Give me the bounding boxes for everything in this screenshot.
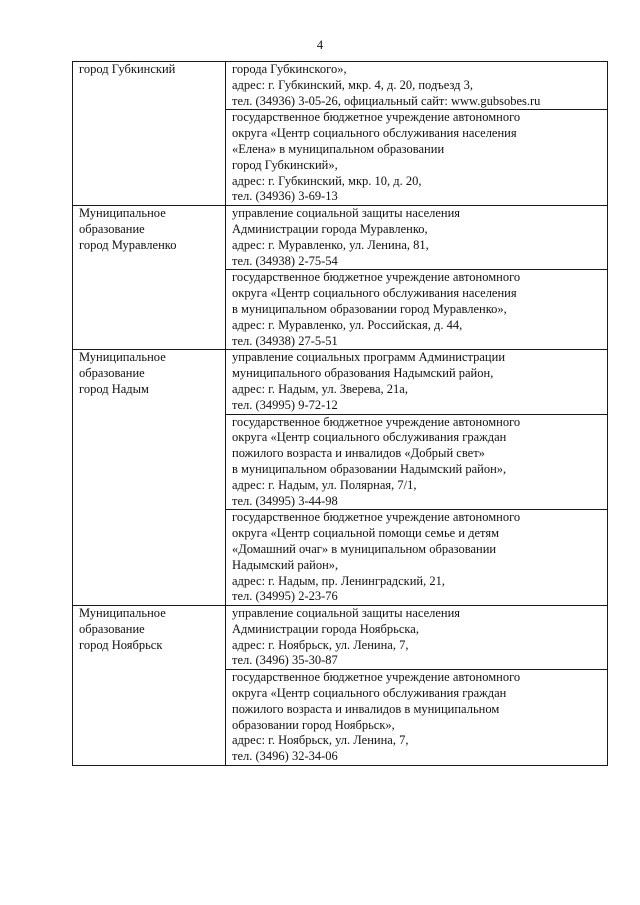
organization-cell [226,606,608,670]
organization-cell [226,670,608,766]
organization-line: государственное бюджетное учреждение автономного [232,270,521,285]
organization-line: адрес: г. Ноябрьск, ул. Ленина, 7, [232,637,409,652]
municipality-line: Муниципальное [79,206,166,221]
organization-line: управление социальных программ Администрации [232,350,506,365]
organization-line: город Губкинский», [232,157,338,172]
organization-cell [226,350,608,414]
organization-line: тел. (34995) 9-72-12 [232,397,338,412]
organization-line: управление социальной защиты населения [232,606,461,621]
organization-line: Надымский район», [232,557,339,572]
organization-cell [226,206,608,270]
organization-line: адрес: г. Надым, ул. Полярная, 7/1, [232,477,417,492]
municipality-line: город Надым [79,381,149,396]
organization-cell [226,510,608,606]
table-row [73,62,608,110]
organization-line: тел. (34936) 3-69-13 [232,189,338,204]
organization-line: адрес: г. Надым, ул. Зверева, 21а, [232,381,408,396]
organization-line: государственное бюджетное учреждение автономного [232,510,521,525]
organization-line: адрес: г. Ноябрьск, ул. Ленина, 7, [232,733,409,748]
municipality-line: город Муравленко [79,237,177,252]
municipality-line: Муниципальное [79,350,166,365]
organization-line: в муниципальном образовании Надымский район», [232,461,507,476]
organization-line: округа «Центр социального обслуживания граждан [232,686,507,701]
organization-line: в муниципальном образовании город Муравленко», [232,301,507,316]
organization-cell [226,62,608,110]
organization-line: адрес: г. Муравленко, ул. Ленина, 81, [232,237,429,252]
municipality-cell [73,62,226,206]
organization-line: тел. (34995) 2-23-76 [232,589,338,604]
municipality-line: образование [79,621,145,636]
table-row [73,350,608,414]
organization-line: государственное бюджетное учреждение автономного [232,670,521,685]
municipality-line: город Ноябрьск [79,637,163,652]
organization-line: тел. (34995) 3-44-98 [232,493,338,508]
organization-line: пожилого возраста и инвалидов в муниципальном [232,701,500,716]
organization-line: тел. (3496) 35-30-87 [232,653,338,668]
social-services-table [72,61,608,766]
organization-line: тел. (34938) 2-75-54 [232,253,338,268]
organization-line: «Елена» в муниципальном образовании [232,141,445,156]
municipality-line: образование [79,366,145,381]
organization-line: города Губкинского», [232,62,347,76]
organization-line: округа «Центр социального обслуживания населения [232,286,517,301]
organization-line: государственное бюджетное учреждение автономного [232,414,521,429]
municipality-line: Муниципальное [79,606,166,621]
organization-line: тел. (3496) 32-34-06 [232,749,338,764]
organization-line: пожилого возраста и инвалидов «Добрый свет» [232,446,485,461]
municipality-line: город Губкинский [79,62,176,76]
page-number: 4 [316,38,324,52]
organization-cell [226,110,608,206]
municipality-line: образование [79,221,145,236]
organization-line: Администрации города Ноябрьска, [232,621,419,636]
organization-line: адрес: г. Надым, пр. Ленинградский, 21, [232,573,445,588]
organization-line: тел. (34938) 27-5-51 [232,333,338,348]
organization-line: округа «Центр социального обслуживания граждан [232,430,507,445]
municipality-cell [73,206,226,350]
organization-line: «Домашний очаг» в муниципальном образовании [232,541,497,556]
organization-line: Администрации города Муравленко, [232,221,428,236]
organization-line: управление социальной защиты населения [232,206,461,221]
organization-line: адрес: г. Муравленко, ул. Российская, д. 44, [232,317,463,332]
municipality-cell [73,350,226,606]
table-row [73,206,608,270]
organization-line: муниципального образования Надымский район, [232,366,494,381]
table-row [73,606,608,670]
organization-line: округа «Центр социальной помощи семье и детям [232,526,500,541]
organization-line: адрес: г. Губкинский, мкр. 4, д. 20, подъезд 3, [232,77,474,92]
organization-line: адрес: г. Губкинский, мкр. 10, д. 20, [232,173,422,188]
municipality-cell [73,606,226,766]
organization-cell [226,414,608,510]
organization-line: образовании город Ноябрьск», [232,717,395,732]
table-body [73,62,608,766]
organization-line: государственное бюджетное учреждение автономного [232,110,521,125]
organization-line: тел. (34936) 3-05-26, официальный сайт: www.gubsobes.ru [232,93,541,108]
organization-line: округа «Центр социального обслуживания населения [232,126,517,141]
organization-cell [226,270,608,350]
